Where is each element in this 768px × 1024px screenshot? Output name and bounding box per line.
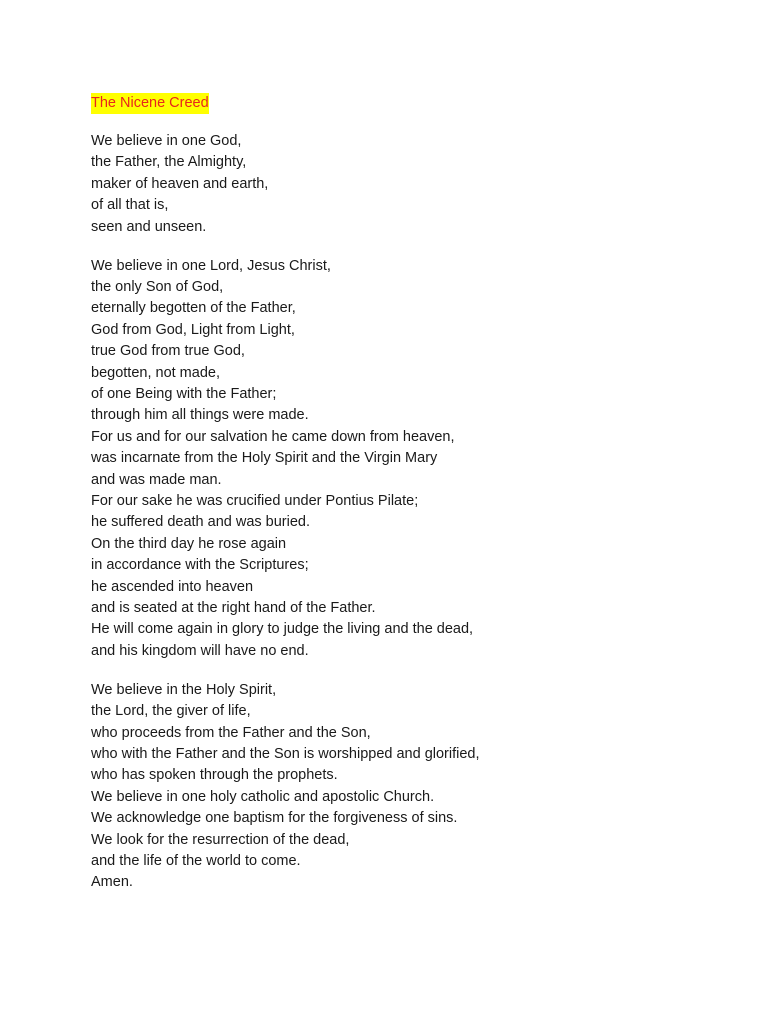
text-line: We believe in one God, — [91, 133, 242, 149]
text-line: who proceeds from the Father and the Son, — [91, 724, 371, 741]
text-line: of one Being with the Father; — [91, 385, 277, 402]
text-line: of all that is, — [91, 197, 169, 214]
text-line: God from God, Light from Light, — [91, 321, 295, 338]
text-line: was incarnate from the Holy Spirit and the Virgin Mary — [91, 450, 438, 467]
text-line: seen and unseen. — [91, 218, 207, 235]
text-line: We acknowledge one baptism for the forgiveness of sins. — [91, 810, 458, 827]
document-body — [91, 93, 731, 911]
text-line: the Lord, the giver of life, — [91, 703, 251, 720]
text-line: For our sake he was crucified under Pontius Pilate; — [91, 493, 419, 509]
text-line: maker of heaven and earth, — [91, 175, 269, 192]
stanza — [91, 680, 731, 894]
stanza — [91, 256, 731, 663]
text-line: We look for the resurrection of the dead, — [91, 831, 350, 848]
text-line: the Father, the Almighty, — [91, 154, 247, 171]
text-line: and was made man. — [91, 471, 222, 488]
text-line: in accordance with the Scriptures; — [91, 557, 309, 574]
document-title: The Nicene Creed — [91, 93, 209, 114]
title-wrapper — [91, 93, 731, 131]
text-line: We believe in the Holy Spirit, — [91, 681, 277, 698]
text-line: through him all things were made. — [91, 407, 309, 424]
text-line: the only Son of God, — [91, 278, 224, 295]
text-line: We believe in one holy catholic and apostolic Church. — [91, 788, 435, 805]
text-line: Amen. — [91, 874, 133, 891]
text-line: and is seated at the right hand of the Father. — [91, 600, 376, 617]
text-line: he ascended into heaven — [91, 578, 254, 595]
text-line: He will come again in glory to judge the living and the dead, — [91, 621, 474, 638]
text-line: who has spoken through the prophets. — [91, 767, 338, 784]
stanza — [91, 131, 731, 238]
text-line: begotten, not made, — [91, 364, 220, 381]
text-line: For us and for our salvation he came down from heaven, — [91, 428, 455, 445]
text-line: he suffered death and was buried. — [91, 514, 311, 531]
text-line: and his kingdom will have no end. — [91, 642, 309, 659]
text-line: We believe in one Lord, Jesus Christ, — [91, 257, 331, 274]
text-line: who with the Father and the Son is worshipped and glorified, — [91, 745, 480, 762]
text-line: and the life of the world to come. — [91, 853, 301, 869]
creed-text — [91, 131, 731, 894]
text-line: true God from true God, — [91, 343, 245, 360]
text-line: On the third day he rose again — [91, 535, 287, 552]
text-line: eternally begotten of the Father, — [91, 300, 296, 317]
